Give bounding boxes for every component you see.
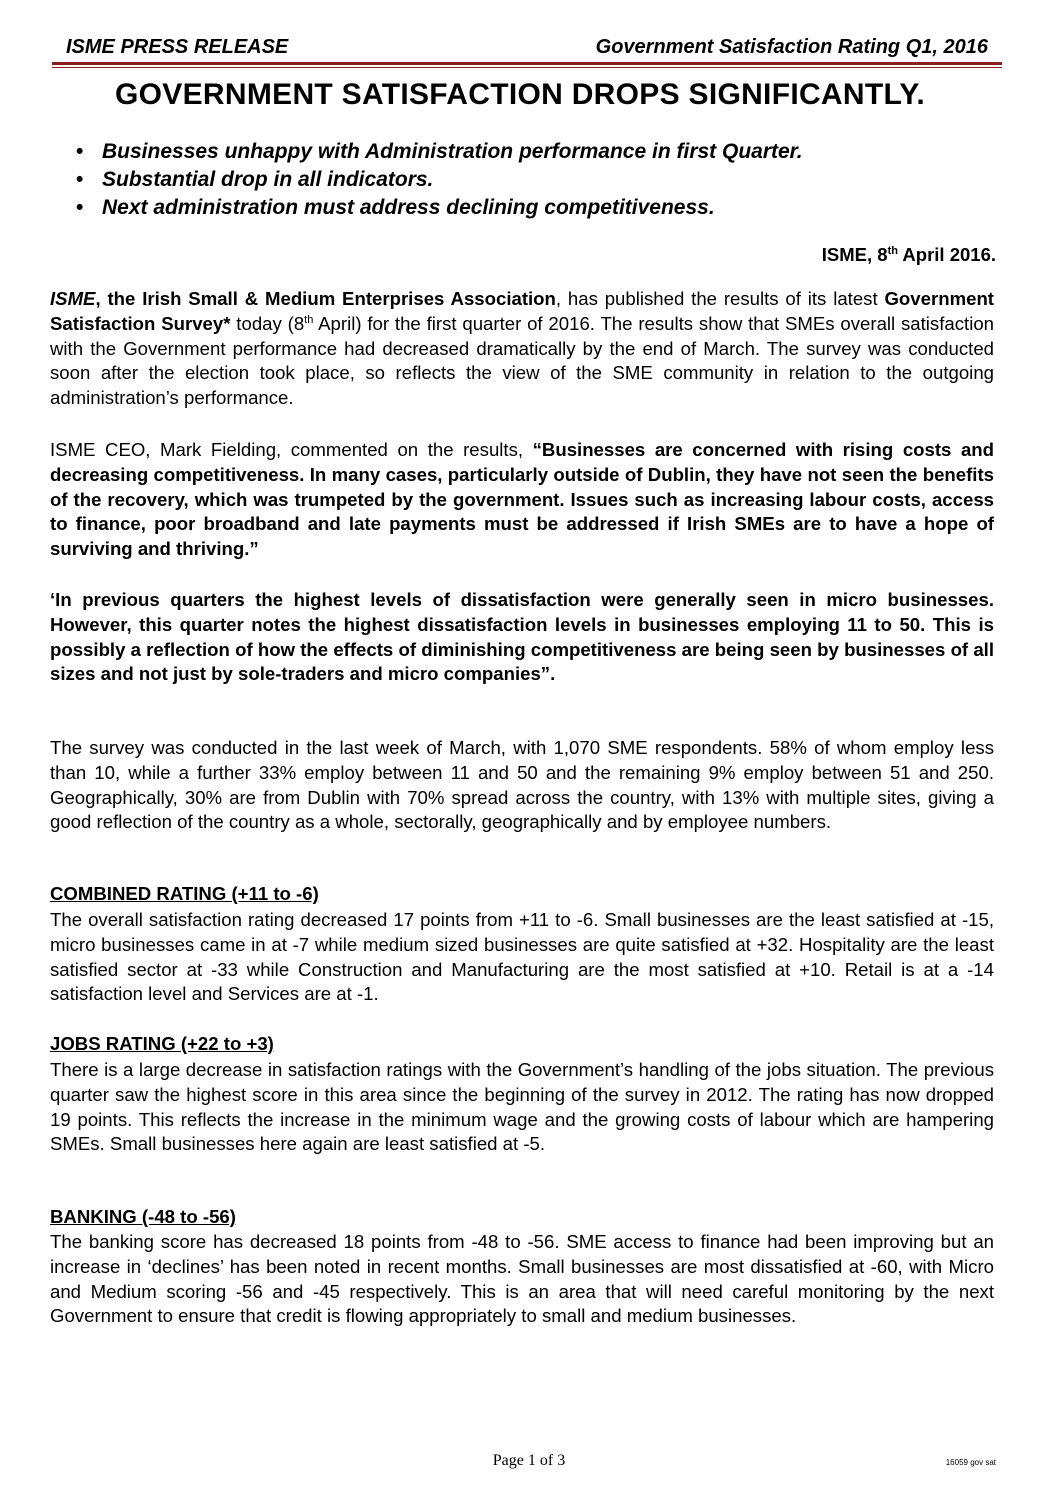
- section-body-banking: The banking score has decreased 18 points from -48 to -56. SME access to finance had been improving but an increase in ‘declines’ has been noted in recent months. Small businesses are most dissatisfied at -60, with Micro and Medium scoring -56 and -45 respectively. This is an area that will need careful monitoring by the next Government to ensure that credit is flowing appropriately to small and medium businesses.: [50, 1231, 994, 1327]
- dateline-pre: ISME, 8: [821, 244, 888, 265]
- association-name: , the Irish Small & Medium Enterprises Association: [95, 288, 556, 309]
- page-header: [52, 36, 1002, 66]
- survey-name: Government Satisfaction Survey*: [50, 288, 994, 334]
- second-quote-paragraph: ‘In previous quarters the highest levels of dissatisfaction were generally seen in micro businesses. However, this quarter notes the highest dissatisfaction levels in businesses employing 11 to 50. This is possibly a reflection of how the effects of diminishing competitiveness are being seen by businesses of all sizes and not just by sole-traders and micro companies”.: [50, 589, 994, 685]
- intro-paragraph: [50, 287, 994, 411]
- section-body-combined: The overall satisfaction rating decreased 17 points from +11 to -6. Small businesses are the least satisfied at -15, micro businesses came in at -7 while medium sized businesses are quite satisfied at +32. Hospitality are the least satisfied sector at -33 while Construction and Manufacturing are the most satisfied at +10. Retail is at a -14 satisfaction level and Services are at -1.: [50, 909, 994, 1005]
- bullet-icon: •: [76, 140, 84, 163]
- ceo-quote-lead: ISME CEO, Mark Fielding, commented on the results,: [50, 439, 533, 460]
- header-rule-thin: [52, 67, 1002, 68]
- bullet-text: Substantial drop in all indicators.: [102, 168, 434, 191]
- bullet-list: [74, 138, 974, 222]
- section-body-jobs: There is a large decrease in satisfaction ratings with the Government’s handling of the jobs situation. The previous quarter saw the highest score in this area since the beginning of the survey in 2012. The rating has now dropped 19 points. This reflects the increase in the minimum wage and the growing costs of labour which are hampering SMEs. Small businesses here again are least satisfied at -5.: [50, 1059, 994, 1155]
- bullet-icon: •: [76, 168, 84, 191]
- bullet-text: Businesses unhappy with Administration performance in first Quarter.: [102, 140, 803, 163]
- isme-name: ISME: [50, 288, 96, 309]
- bullet-icon: •: [76, 196, 84, 219]
- bullet-item: [74, 166, 974, 194]
- intro-text-2: today (8: [230, 312, 305, 334]
- page-title: GOVERNMENT SATISFACTION DROPS SIGNIFICANTLY.: [115, 78, 925, 111]
- bullet-text: Next administration must address declining competitiveness.: [102, 196, 715, 219]
- ceo-quote-paragraph: [50, 438, 994, 562]
- header-rule: [52, 62, 1002, 65]
- section-heading-jobs: JOBS RATING (+22 to +3): [50, 1033, 274, 1054]
- intro-sup: th: [304, 313, 314, 326]
- document-ref: 16059 gov sat: [945, 1458, 996, 1467]
- section-heading-combined: COMBINED RATING (+11 to -6): [50, 883, 319, 904]
- intro-text-3: April) for the first quarter of 2016. The results show that SMEs overall satisfaction with the Government performance had decreased dramatically by the end of March. The survey was conducted soon after the election took place, so reflects the view of the SME community in relation to the outgoing administration’s performance.: [50, 312, 995, 409]
- dateline-post: April 2016.: [897, 244, 996, 265]
- page-number: Page 1 of 3: [492, 1452, 566, 1469]
- header-right-label: Government Satisfaction Rating Q1, 2016: [595, 36, 988, 58]
- bullet-item: [74, 138, 974, 166]
- bullet-item: [74, 194, 974, 222]
- intro-text-1: , has published the results of its latest: [555, 288, 885, 309]
- ceo-quote: “Businesses are concerned with rising costs and decreasing competitiveness. In many cases, particularly outside of Dublin, they have not seen the benefits of the recovery, which was trumpeted by the government. Issues such as increasing labour costs, access to finance, poor broadband and late payments must be addressed if Irish SMEs are to have a hope of surviving and thriving.”: [50, 439, 995, 560]
- dateline-sup: th: [887, 244, 898, 257]
- section-heading-banking: BANKING (-48 to -56): [50, 1206, 236, 1227]
- survey-paragraph: The survey was conducted in the last week of March, with 1,070 SME respondents. 58% of whom employ less than 10, while a further 33% employ between 11 and 50 and the remaining 9% employ between 51 and 250. Geographically, 30% are from Dublin with 70% spread across the country, with 13% with multiple sites, giving a good reflection of the country as a whole, sectorally, geographically and by employee numbers.: [50, 737, 994, 833]
- header-left-label: ISME PRESS RELEASE: [66, 36, 289, 58]
- dateline: [822, 244, 996, 266]
